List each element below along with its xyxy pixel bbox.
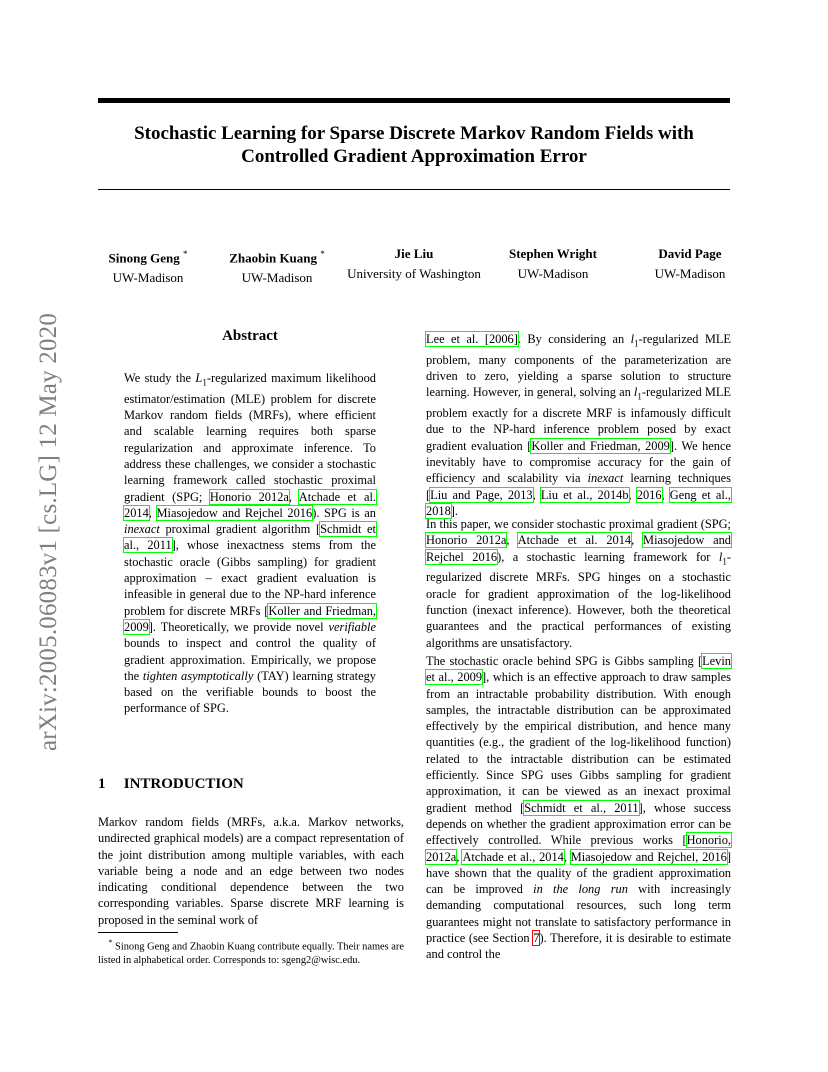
abstract-heading: Abstract — [222, 328, 278, 344]
citation-link[interactable]: Schmidt et al., 2011 — [124, 522, 376, 553]
citation-link[interactable]: Atchade et al., 2014 — [462, 849, 564, 864]
title-line-1: Stochastic Learning for Sparse Discrete Markov Random Fields with — [134, 123, 694, 144]
author-2 — [222, 244, 332, 288]
footnote-rule — [98, 932, 178, 933]
citation-link[interactable]: Levin et al., 2009 — [426, 654, 731, 685]
citation-link[interactable]: Liu et al., 2014b — [540, 487, 629, 502]
footnote: * Sinong Geng and Zhaobin Kuang contribute equally. Their names are listed in alphabetical order. Corresponds to: sgeng2@wisc.edu. — [98, 938, 404, 967]
citation-link[interactable]: Koller and Friedman, 2009 — [531, 438, 670, 453]
citation-link[interactable]: Atchade et al. 2014 — [124, 489, 376, 520]
author-affiliation: UW-Madison — [654, 266, 726, 281]
paper-title — [98, 122, 730, 168]
author-4 — [498, 244, 608, 284]
author-name: David Page — [658, 246, 722, 261]
citation-link[interactable]: Liu and Page, 2013 — [430, 487, 533, 502]
citation-link[interactable]: Lee et al. [2006] — [426, 332, 518, 346]
author-1 — [98, 244, 198, 288]
intro-paragraph: Markov random fields (MRFs, a.k.a. Markov networks, undirected graphical models) are a compact representation of the joint distribution among multiple variables, with each variable being a node and an edge between two nodes indicating conditional dependence between the two corresponding variables. Sparse discrete MRF learning is proposed in the seminal work of — [98, 815, 404, 927]
top-rule — [98, 98, 730, 103]
arxiv-id: arXiv:2005.06083v1 [cs.LG] 12 May 2020 — [35, 312, 62, 752]
citation-link[interactable]: Miasojedow and Rejchel 2016 — [426, 533, 732, 564]
author-name: Sinong Geng * — [108, 249, 188, 266]
right-paragraph-3: The stochastic oracle behind SPG is Gibbs sampling [Levin et al., 2009], which is an effective approach to draw samples from an intractable probability distribution. With enough samples, the intractable distribution can be approximated effectively by the empirical distribution, and hence many quantities (e.g., the gradient of the log-likelihood function) related to the intractable distribution can be estimated efficiently. Since SPG uses Gibbs sampling for gradient approximation, it can be viewed as an inexact proximal gradient method [Schmidt et al., 2011], whose success depends on whether the gradient approximation error can be effectively controlled. While previous works [Honorio, 2012a, Atchade et al., 2014, Miasojedow and Rejchel, 2016] have shown that the quality of the gradient approximation can be improved in the long run with increasingly demanding computational resources, such long term guarantees might not translate to satisfactory performance in practice (see Section 7). Therefore, it is desirable to estimate and control the — [426, 654, 732, 962]
citation-link[interactable]: Koller and Friedman, 2009 — [124, 603, 376, 634]
author-affiliation: UW-Madison — [241, 270, 313, 286]
citation-link[interactable]: Miasojedow and Rejchel, 2016 — [570, 849, 727, 864]
citation-link[interactable]: Honorio 2012a — [426, 533, 507, 548]
citation-link[interactable]: Honorio 2012a — [209, 489, 289, 504]
citation-link[interactable]: Atchade et al. 2014 — [517, 533, 632, 548]
author-name: Zhaobin Kuang * — [229, 249, 325, 266]
author-affiliation: University of Washington — [347, 266, 481, 281]
title-rule — [98, 189, 730, 190]
author-name: Jie Liu — [394, 246, 434, 261]
citation-link[interactable]: Schmidt et al., 2011 — [524, 800, 639, 815]
author-affiliation: UW-Madison — [112, 270, 184, 286]
citation-link[interactable]: Geng et al., 2018 — [426, 487, 731, 518]
right-paragraph-1: Lee et al. [2006]. By considering an $l_1$-regularized MLE problem, many components of the parameterization are driven to zero, yielding a sparse solution to structure learning. However, in general, solving an $l_1$-regularized MLE problem exactly for a discrete MRF is infamously difficult due to the NP-hard inference problem posed by exact gradient evaluation [Koller and Friedman, 2009]. We hence inevitably have to compromise accuracy for the gain of efficiency and scalability via inexact learning techniques [Liu and Page, 2013, Liu et al., 2014b, 2016, Geng et al., 2018]. — [426, 332, 731, 518]
citation-link[interactable]: 2016 — [636, 487, 662, 502]
citation-link[interactable]: Honorio, 2012a — [426, 833, 731, 864]
title-line-2: Controlled Gradient Approximation Error — [241, 146, 587, 167]
author-name: Stephen Wright — [508, 246, 597, 261]
author-3 — [340, 244, 488, 284]
author-affiliation: UW-Madison — [517, 266, 589, 281]
abstract-body: We study the $L_1$-regularized maximum likelihood estimator/estimation (MLE) problem for discrete Markov random fields (MRFs), where efficient and scalable learning requires both sparse regularization and approximate inference. To address these challenges, we consider a stochastic learning framework called stochastic proximal gradient (SPG; Honorio 2012a, Atchade et al. 2014, Miasojedow and Rejchel 2016). SPG is an inexact proximal gradient algorithm [Schmidt et al., 2011], whose inexactness stems from the stochastic oracle (Gibbs sampling) for gradient approximation – exact gradient evaluation is infeasible in general due to the NP-hard inference problem for discrete MRFs [Koller and Friedman, 2009]. Theoretically, we provide novel verifiable bounds to inspect and control the quality of gradient approximation. Empirically, we propose the tighten asymptotically (TAY) learning strategy based on the verifiable bounds to boost the performance of SPG. — [124, 371, 376, 716]
section-ref-link[interactable]: 7 — [533, 931, 540, 946]
author-5 — [640, 244, 740, 284]
section-heading: 1 INTRODUCTION — [98, 776, 244, 792]
right-paragraph-2: In this paper, we consider stochastic proximal gradient (SPG; Honorio 2012a, Atchade et al. 2014, Miasojedow and Rejchel 2016), a stochastic learning framework for $l_1$-regularized discrete MRFs. SPG hinges on a stochastic oracle for gradient approximation of the log-likelihood function (inexact inference). However, both the theoretical guarantees and the practical performances of existing algorithms are unsatisfactory. — [426, 517, 732, 650]
citation-link[interactable]: Miasojedow and Rejchel 2016 — [156, 505, 313, 520]
